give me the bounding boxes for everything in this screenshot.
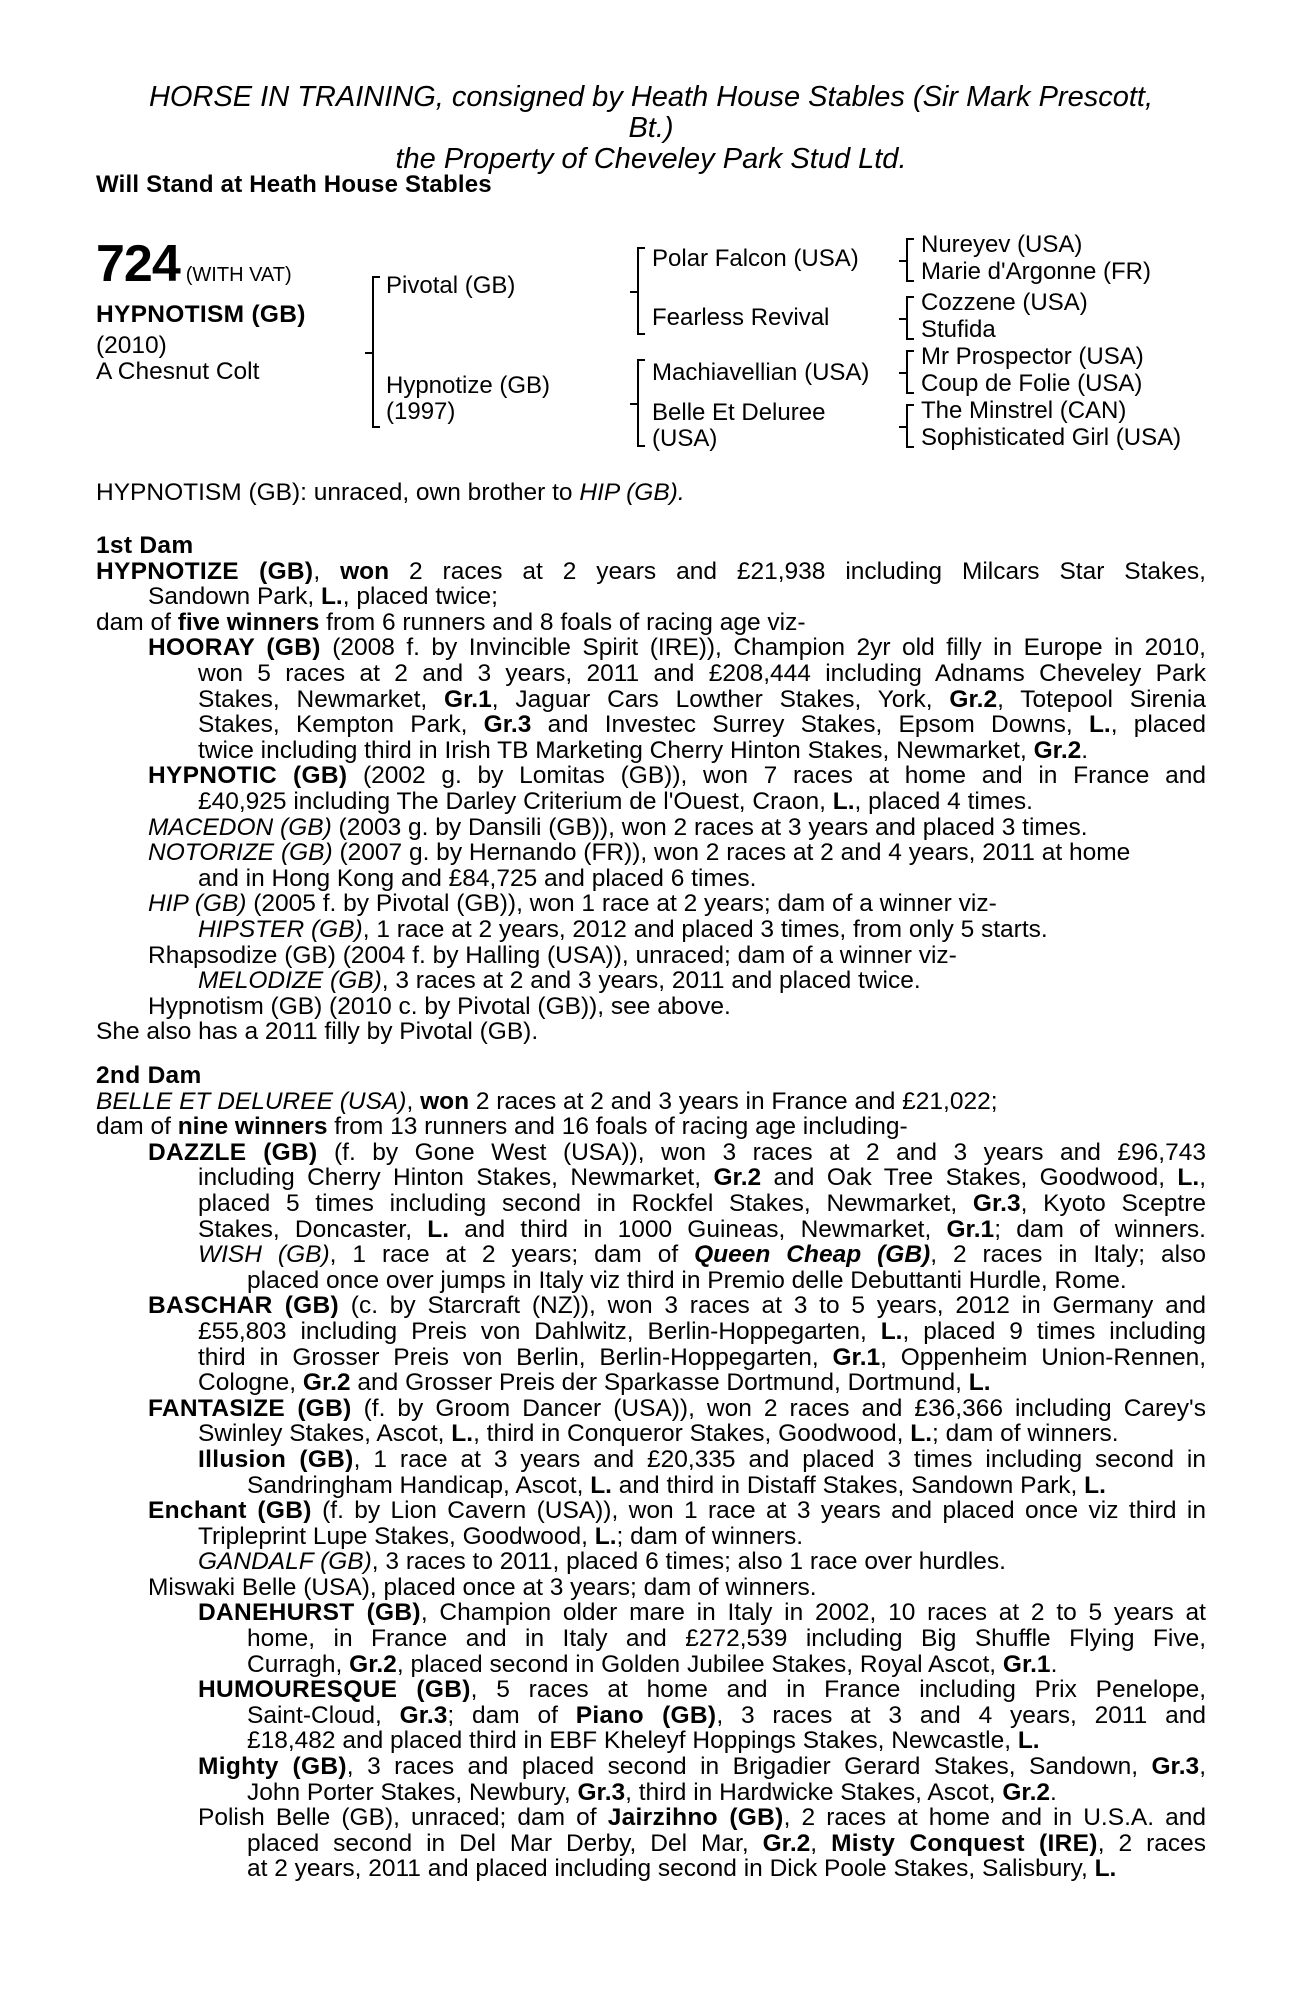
header-line-2: Bt.) <box>628 112 674 144</box>
pedigree-sire-sire: Polar Falcon (USA) <box>652 245 859 272</box>
text-run: placed second in Del Mar Derby, Del Mar, <box>247 1829 763 1857</box>
text-run: Gr.3 <box>483 711 532 739</box>
text-line: and in Hong Kong and £84,725 and placed 6 times. <box>198 864 757 892</box>
text-run: £18,482 and placed third in EBF Kheleyf Hoppings Stakes, Newcastle, <box>247 1727 1018 1755</box>
text-line <box>96 917 1206 943</box>
text-run: L. <box>1088 711 1111 739</box>
text-run: , Totepool Sirenia <box>997 685 1206 713</box>
text-line <box>96 968 1206 994</box>
text-line <box>96 1217 1206 1243</box>
produce-name: Piano (GB) <box>575 1701 717 1729</box>
text-run: L. <box>427 1215 450 1243</box>
text-run: including Cherry Hinton Stakes, Newmarket, <box>198 1164 714 1192</box>
section-heading: 1st Dam <box>96 532 194 559</box>
text-run: Gr.1 <box>444 685 492 713</box>
text-run: , Kyoto Sceptre <box>1020 1189 1206 1217</box>
text-run: , placed second in Golden Jubilee Stakes, Royal Ascot, <box>396 1650 1003 1678</box>
text-run: Stakes, Newmarket, <box>198 685 445 713</box>
text-run: ; dam of <box>447 1701 576 1729</box>
pedigree-sire: Pivotal (GB) <box>386 272 516 299</box>
text-run: Gr.1 <box>946 1215 995 1243</box>
horse-name: HYPNOTISM (GB) <box>96 301 306 328</box>
produce-name: HOORAY (GB) <box>148 634 321 662</box>
text-line <box>96 1447 1206 1473</box>
text-run: (2003 g. by Dansili (GB)), won 2 races at 3 years and placed 3 times. <box>331 813 1088 841</box>
text-line <box>96 1421 1206 1447</box>
text-line <box>96 840 1206 866</box>
text-line <box>96 1677 1206 1703</box>
pedigree-dsd: Coup de Folie (USA) <box>921 370 1143 397</box>
text-run: from 13 runners and 16 foals of racing age including- <box>327 1113 908 1141</box>
text-run: , 2 races at home and in U.S.A. and <box>783 1804 1206 1832</box>
pedigree-dam-year: (1997) <box>386 398 456 425</box>
text-run: (2007 g. by Hernando (FR)), won 2 races at 2 and 4 years, 2011 at home <box>332 839 1131 867</box>
text-line <box>96 1293 1206 1319</box>
text-run: £55,803 including Preis von Dahlwitz, Berlin-Hoppegarten, <box>198 1317 881 1345</box>
produce-name: Jairzihno (GB) <box>607 1804 784 1832</box>
text-run: , <box>313 557 341 585</box>
text-run: L. <box>968 1369 991 1397</box>
pedigree-brace <box>906 404 914 448</box>
vat-note: (WITH VAT) <box>185 264 292 286</box>
text-line <box>96 1473 1206 1499</box>
text-run: . <box>1081 736 1089 764</box>
produce-name: HUMOURESQUE (GB) <box>198 1676 471 1704</box>
first-dam-section <box>96 533 1206 1045</box>
text-run: John Porter Stakes, Newbury, <box>247 1778 578 1806</box>
text-run: , 3 races at 2 and 3 years, 2011 and placed twice. <box>381 967 921 995</box>
header-line-1: HORSE IN TRAINING, consigned by Heath House Stables (Sir Mark Prescott, <box>148 81 1154 113</box>
lot-number-line <box>96 235 292 293</box>
text-run: L. <box>910 1420 933 1448</box>
text-line <box>96 1370 1206 1396</box>
text-run: Gr.3 <box>577 1778 626 1806</box>
text-run: 2 races at 2 years and £21,938 including Milcars Star Stakes, <box>389 557 1206 585</box>
produce-name: MELODIZE (GB) <box>198 967 382 995</box>
horse-description: A Chesnut Colt <box>96 358 260 385</box>
pedigree-brace <box>906 296 914 340</box>
text-line <box>96 1191 1206 1217</box>
text-line <box>96 1242 1206 1268</box>
text-run: Gr.2 <box>1033 736 1082 764</box>
produce-name: NOTORIZE (GB) <box>148 839 333 867</box>
pedigree-dam-dam-country: (USA) <box>652 425 718 452</box>
produce-name: FANTASIZE (GB) <box>148 1394 352 1422</box>
text-line <box>96 1805 1206 1831</box>
text-line <box>96 1089 1206 1115</box>
text-line <box>96 1165 1206 1191</box>
pedigree-sdd: Stufida <box>921 316 996 343</box>
text-run: Stakes, Kempton Park, <box>198 711 484 739</box>
pedigree-dds: The Minstrel (CAN) <box>921 397 1127 424</box>
text-line <box>96 1703 1206 1729</box>
text-run: and Oak Tree Stakes, Goodwood, <box>761 1164 1178 1192</box>
text-run: , third in Hardwicke Stakes, Ascot, <box>625 1778 1003 1806</box>
produce-name: Misty Conquest (IRE) <box>831 1829 1098 1857</box>
text-run: L. <box>594 1522 617 1550</box>
text-line <box>96 1780 1206 1806</box>
text-run: won <box>340 557 390 585</box>
text-run: Gr.3 <box>399 1701 448 1729</box>
text-run: Saint-Cloud, <box>247 1701 400 1729</box>
text-run: Sandringham Handicap, Ascot, <box>247 1471 591 1499</box>
text-line <box>96 763 1206 789</box>
text-run: , 3 races to 2011, placed 6 times; also 1 race over hurdles. <box>371 1548 1006 1576</box>
text-run: five winners <box>177 608 320 636</box>
text-line <box>96 1345 1206 1371</box>
pedigree-brace <box>372 276 380 428</box>
pedigree-dam-sire: Machiavellian (USA) <box>652 359 870 386</box>
text-run: Cologne, <box>198 1369 303 1397</box>
text-line <box>96 712 1206 738</box>
text-line <box>96 1831 1206 1857</box>
horse-remark <box>96 480 685 506</box>
text-run: , 3 races at 3 and 4 years, 2011 and <box>716 1701 1206 1729</box>
text-line: placed once over jumps in Italy viz third in Premio delle Debuttanti Hurdle, Rome. <box>247 1266 1127 1294</box>
text-run: , placed 4 times. <box>854 787 1033 815</box>
text-line <box>96 1549 1206 1575</box>
text-run: Tripleprint Lupe Stakes, Goodwood, <box>198 1522 595 1550</box>
text-run: L. <box>320 583 343 611</box>
produce-name: HIP (GB) <box>148 890 247 918</box>
text-line <box>96 584 1206 610</box>
text-run: ; dam of winners. <box>932 1420 1119 1448</box>
text-run: , <box>406 1087 421 1115</box>
text-run: L. <box>1177 1164 1200 1192</box>
pedigree-brace <box>637 359 645 447</box>
text-line <box>96 610 1206 636</box>
produce-name: Queen Cheap (GB) <box>694 1241 931 1269</box>
text-run: , 2 races in Italy; also <box>930 1241 1207 1269</box>
text-run: Swinley Stakes, Ascot, <box>198 1420 452 1448</box>
text-line <box>96 635 1206 661</box>
text-run: and third in 1000 Guineas, Newmarket, <box>449 1215 947 1243</box>
consignor-header <box>96 82 1206 175</box>
text-line <box>96 1652 1206 1678</box>
text-run: 2 races at 2 and 3 years in France and £21,022; <box>469 1087 998 1115</box>
produce-name: WISH (GB) <box>198 1241 330 1269</box>
pedigree-ssd: Marie d'Argonne (FR) <box>921 258 1151 285</box>
produce-name: MACEDON (GB) <box>148 813 332 841</box>
text-run: . <box>1050 1650 1058 1678</box>
text-line: Hypnotism (GB) (2010 c. by Pivotal (GB)), see above. <box>148 992 731 1020</box>
produce-name: DANEHURST (GB) <box>198 1599 421 1627</box>
text-run: , <box>810 1829 832 1857</box>
text-line: She also has a 2011 filly by Pivotal (GB). <box>96 1018 539 1046</box>
text-run: , placed twice; <box>342 583 498 611</box>
produce-name: HYPNOTIC (GB) <box>148 762 348 790</box>
text-run: placed 5 times including second in Rockfel Stakes, Newmarket, <box>198 1189 973 1217</box>
text-line <box>96 1140 1206 1166</box>
text-run: , Oppenheim Union-Rennen, <box>880 1343 1206 1371</box>
text-run: , placed <box>1110 711 1206 739</box>
text-line <box>96 815 1206 841</box>
text-run: L. <box>1084 1471 1106 1499</box>
text-line <box>96 789 1206 815</box>
text-run: , 5 races at home and in France including Prix Penelope, <box>470 1676 1207 1704</box>
text-run: , placed 9 times including <box>902 1317 1206 1345</box>
text-line <box>96 559 1206 585</box>
text-run: ; dam of winners. <box>994 1215 1206 1243</box>
remark-text: HYPNOTISM (GB): unraced, own brother to <box>96 479 580 506</box>
produce-name: DAZZLE (GB) <box>148 1138 318 1166</box>
text-run: at 2 years, 2011 and placed including second in Dick Poole Stakes, Salisbury, <box>247 1855 1095 1883</box>
second-dam-section <box>96 1063 1206 1882</box>
text-run: L. <box>1017 1727 1040 1755</box>
text-run: Sandown Park, <box>148 583 321 611</box>
produce-name: Enchant (GB) <box>148 1497 312 1525</box>
pedigree-sss: Nureyev (USA) <box>921 231 1083 258</box>
text-run: Gr.2 <box>349 1650 397 1678</box>
text-run: ; dam of winners. <box>616 1522 804 1550</box>
text-run: L. <box>451 1420 474 1448</box>
text-run: Gr.2 <box>762 1829 811 1857</box>
pedigree-sire-dam: Fearless Revival <box>652 304 830 331</box>
text-run: L. <box>880 1317 903 1345</box>
text-run: dam of <box>96 1113 178 1141</box>
text-run: (f. by Groom Dancer (USA)), won 2 races and £36,366 including Carey's <box>351 1394 1206 1422</box>
text-line: Miswaki Belle (USA), placed once at 3 years; dam of winners. <box>148 1573 817 1601</box>
dam-name: BELLE ET DELUREE (USA) <box>96 1087 407 1115</box>
text-run: (c. by Starcraft (NZ)), won 3 races at 3 to 5 years, 2012 in Germany and <box>338 1292 1206 1320</box>
text-run: Gr.1 <box>832 1343 881 1371</box>
text-run: and Grosser Preis der Sparkasse Dortmund, Dortmund, <box>350 1369 969 1397</box>
text-run: , <box>1199 1753 1206 1781</box>
text-run: Gr.2 <box>713 1164 762 1192</box>
text-run: third in Grosser Preis von Berlin, Berlin-Hoppegarten, <box>198 1343 833 1371</box>
text-run: , 1 race at 2 years, 2012 and placed 3 times, from only 5 starts. <box>362 915 1048 943</box>
text-run: Gr.2 <box>1002 1778 1051 1806</box>
text-run: Gr.2 <box>302 1369 351 1397</box>
text-run: nine winners <box>177 1113 328 1141</box>
text-line <box>96 1754 1206 1780</box>
foaling-year: (2010) <box>96 332 167 359</box>
text-line <box>96 1728 1206 1754</box>
text-run: , 2 races <box>1097 1829 1206 1857</box>
text-line <box>96 1856 1206 1882</box>
text-line <box>96 1114 1206 1140</box>
text-line <box>96 738 1206 764</box>
text-run: Gr.3 <box>1151 1753 1200 1781</box>
text-run: Stakes, Doncaster, <box>198 1215 428 1243</box>
text-run: , 1 race at 3 years and £20,335 and placed 3 times including second in <box>353 1445 1206 1473</box>
pedigree-sds: Cozzene (USA) <box>921 289 1088 316</box>
section-heading: 2nd Dam <box>96 1062 202 1089</box>
pedigree-brace <box>637 247 645 335</box>
text-run: from 6 runners and 8 foals of racing age viz- <box>319 608 806 636</box>
remark-relative: HIP (GB). <box>579 479 685 506</box>
text-line: won 5 races at 2 and 3 years, 2011 and £208,444 including Adnams Cheveley Park <box>198 659 1206 687</box>
produce-name: BASCHAR (GB) <box>148 1292 339 1320</box>
text-run: dam of <box>96 608 178 636</box>
text-run: , 1 race at 2 years; dam of <box>329 1241 695 1269</box>
text-line: Rhapsodize (GB) (2004 f. by Halling (USA)), unraced; dam of a winner viz- <box>148 941 957 969</box>
text-line <box>96 1600 1206 1626</box>
text-line <box>96 891 1206 917</box>
text-run: Gr.1 <box>1002 1650 1051 1678</box>
dam-name: HYPNOTIZE (GB) <box>96 557 314 585</box>
text-line: home, in France and in Italy and £272,539 including Big Shuffle Flying Five, <box>247 1625 1206 1653</box>
text-run: won <box>420 1087 470 1115</box>
text-run: and third in Distaff Stakes, Sandown Park, <box>612 1471 1085 1499</box>
text-run: L. <box>832 787 855 815</box>
pedigree-dss: Mr Prospector (USA) <box>921 343 1144 370</box>
text-run: . <box>1050 1778 1057 1806</box>
text-run: , <box>1199 1164 1206 1192</box>
text-run: and Investec Surrey Stakes, Epsom Downs, <box>531 711 1089 739</box>
text-run: Gr.2 <box>949 685 998 713</box>
text-line <box>96 1524 1206 1550</box>
text-run: , 3 races and placed second in Brigadier Gerard Stakes, Sandown, <box>346 1753 1152 1781</box>
pedigree-brace <box>906 238 914 282</box>
text-run: L. <box>590 1471 612 1499</box>
pedigree-dam-dam: Belle Et Deluree <box>652 399 826 426</box>
pedigree-brace <box>906 350 914 394</box>
text-run: , Jaguar Cars Lowther Stakes, York, <box>491 685 950 713</box>
text-line <box>96 1396 1206 1422</box>
text-run: (2002 g. by Lomitas (GB)), won 7 races at home and in France and <box>347 762 1206 790</box>
produce-name: Mighty (GB) <box>198 1753 347 1781</box>
text-run: (f. by Gone West (USA)), won 3 races at 2 and 3 years and £96,743 <box>317 1138 1206 1166</box>
text-run: twice including third in Irish TB Marketing Cherry Hinton Stakes, Newmarket, <box>198 736 1034 764</box>
header-line-3: the Property of Cheveley Park Stud Ltd. <box>395 143 907 175</box>
text-run: , Champion older mare in Italy in 2002, 10 races at 2 to 5 years at <box>420 1599 1206 1627</box>
pedigree-ddd: Sophisticated Girl (USA) <box>921 424 1182 451</box>
text-run: Gr.3 <box>972 1189 1021 1217</box>
produce-name: GANDALF (GB) <box>198 1548 372 1576</box>
text-run: (f. by Lion Cavern (USA)), won 1 race at 3 years and placed once viz third in <box>311 1497 1207 1525</box>
produce-name: Illusion (GB) <box>198 1445 354 1473</box>
text-line <box>96 1319 1206 1345</box>
text-run: (2008 f. by Invincible Spirit (IRE)), Champion 2yr old filly in Europe in 2010, <box>320 634 1206 662</box>
text-run: , third in Conqueror Stakes, Goodwood, <box>473 1420 911 1448</box>
pedigree-dam: Hypnotize (GB) <box>386 372 551 399</box>
produce-name: HIPSTER (GB) <box>198 915 363 943</box>
text-line <box>96 1498 1206 1524</box>
text-run: £40,925 including The Darley Criterium de l'Ouest, Craon, <box>198 787 833 815</box>
text-line <box>96 687 1206 713</box>
lot-number: 724 <box>96 235 180 293</box>
will-stand-note: Will Stand at Heath House Stables <box>96 171 492 198</box>
text-run: Polish Belle (GB), unraced; dam of <box>198 1804 608 1832</box>
text-run: L. <box>1094 1855 1117 1883</box>
text-run: Curragh, <box>247 1650 350 1678</box>
text-run: (2005 f. by Pivotal (GB)), won 1 race at 2 years; dam of a winner viz- <box>246 890 997 918</box>
